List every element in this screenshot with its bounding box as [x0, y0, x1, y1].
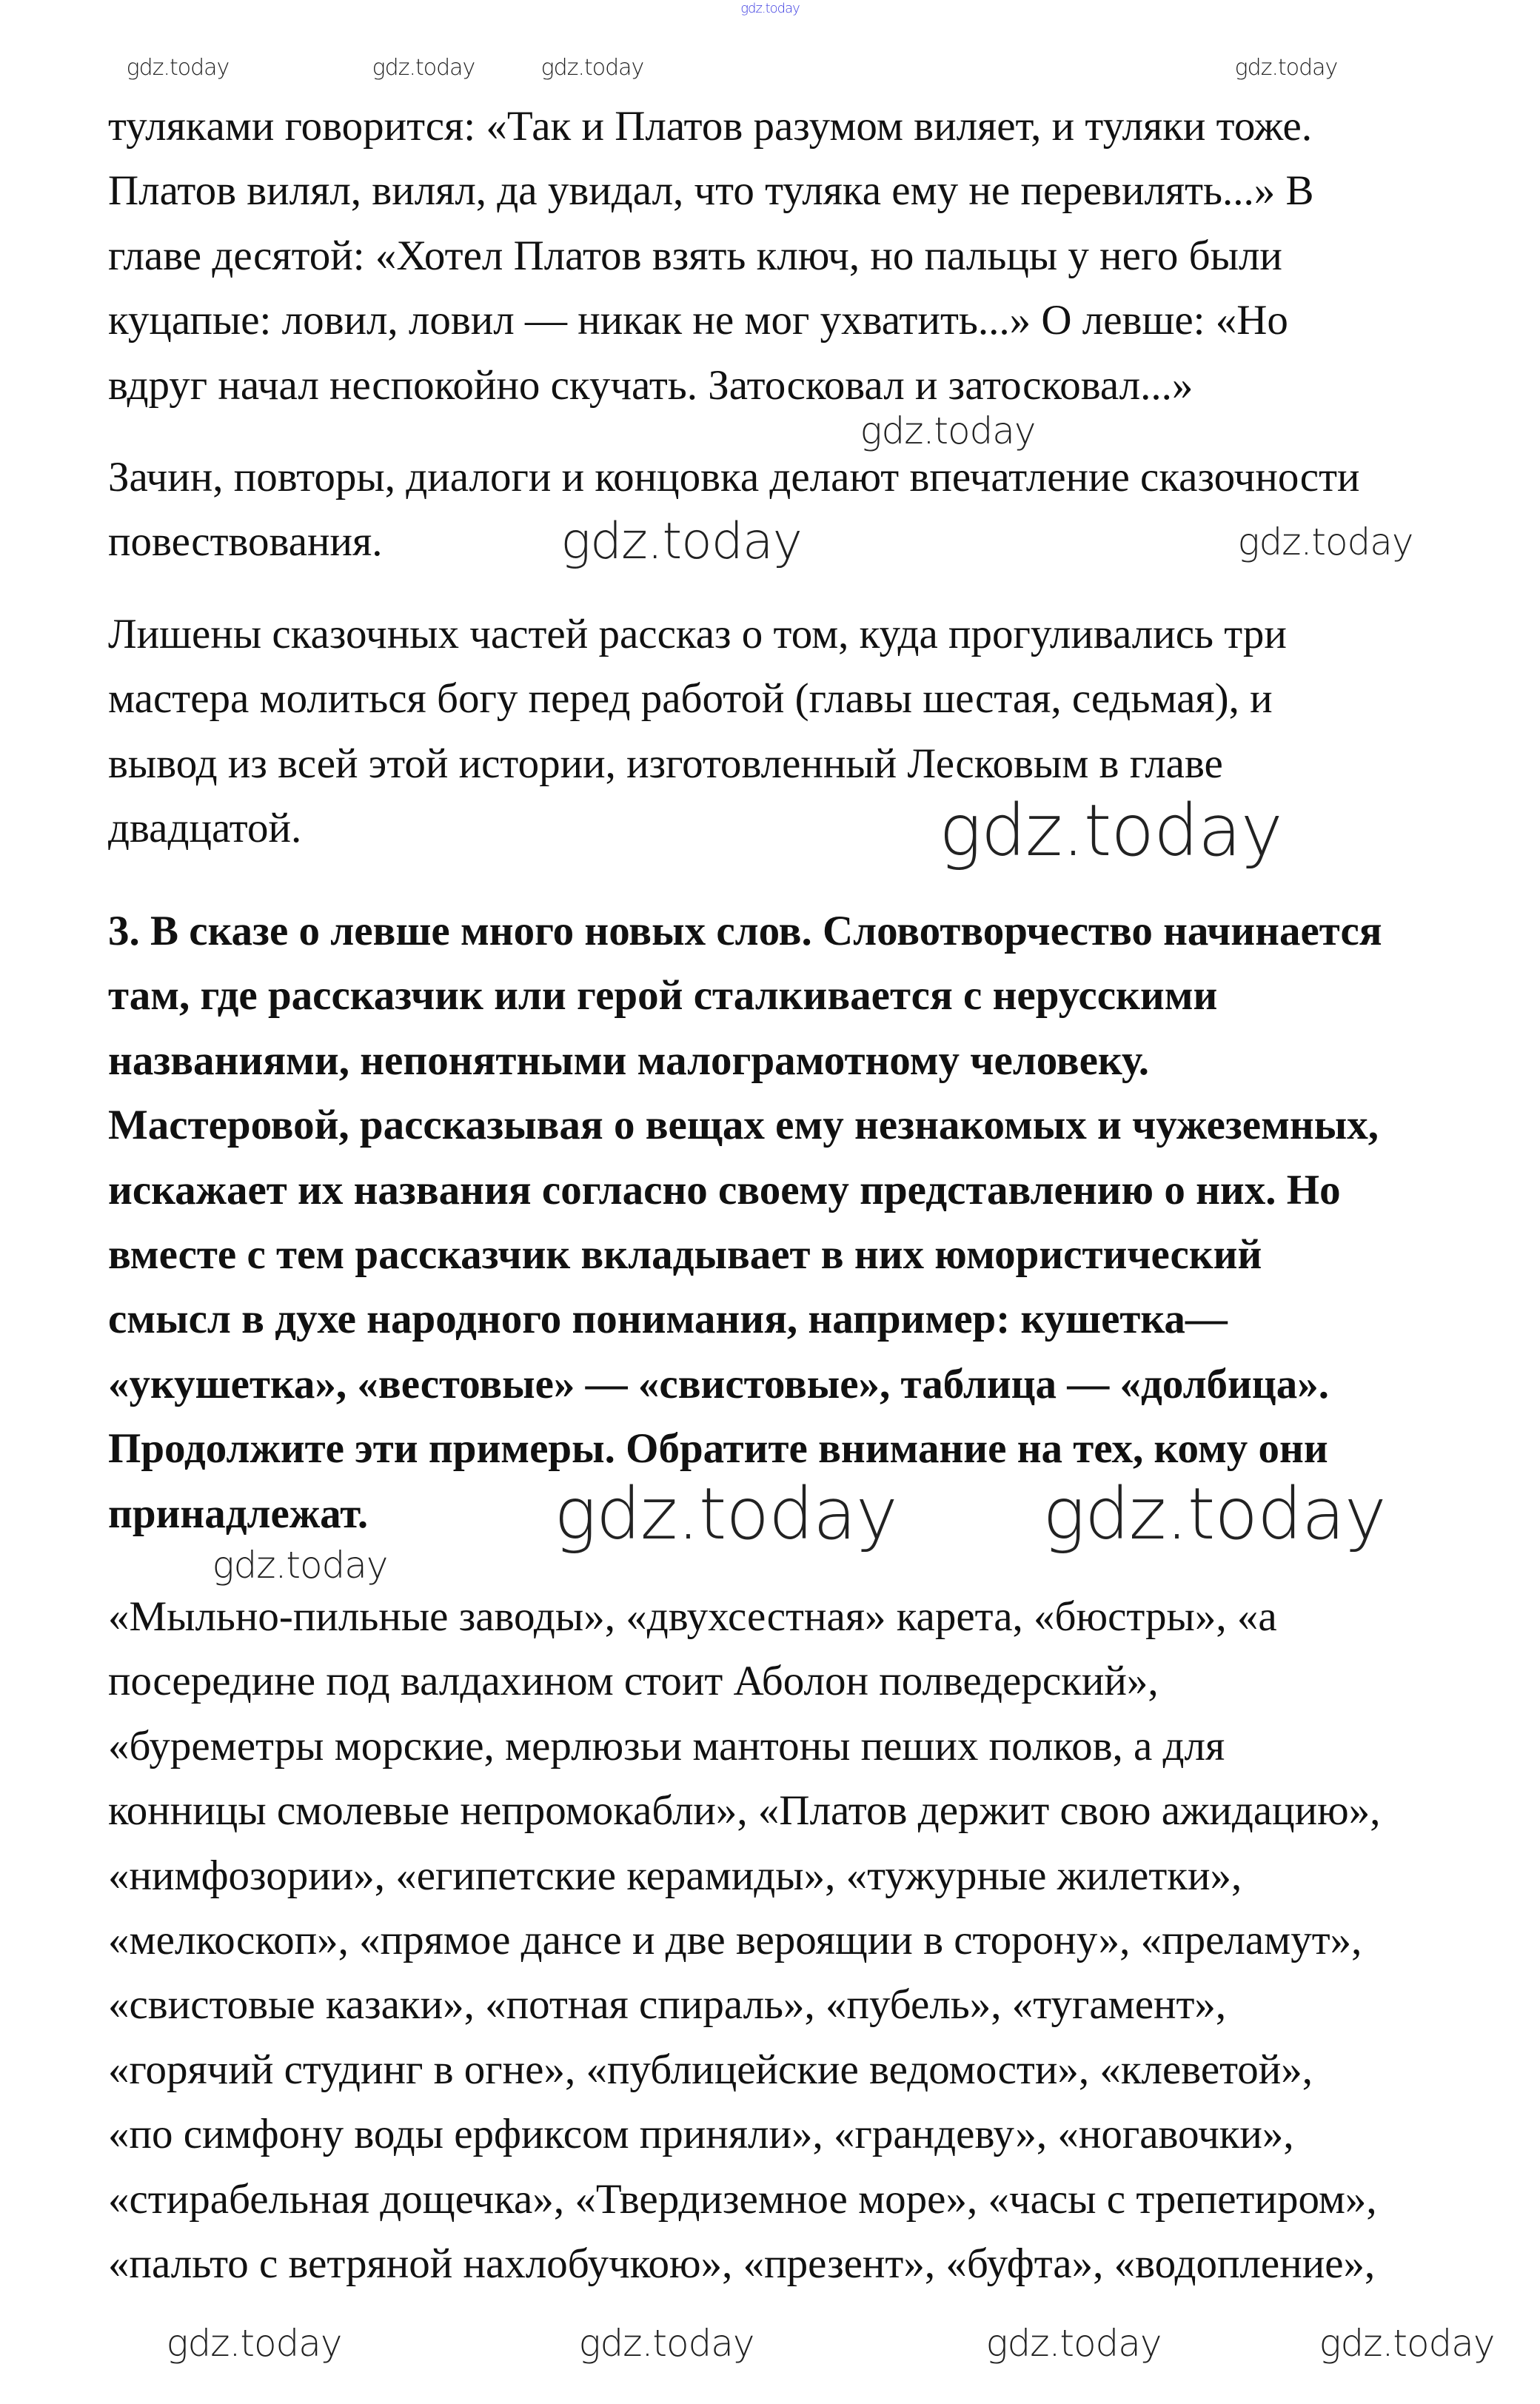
question-text-line: Мастеровой, рассказывая о вещах ему незнакомых и чужеземных,	[108, 1102, 1379, 1149]
text-line: куцапые: ловил, ловил — никак не мог ухватить...» О левше: «Но	[108, 297, 1288, 344]
watermark: gdz.today	[560, 512, 802, 571]
text-line: Зачин, повторы, диалоги и концовка делают впечатление сказочности	[108, 454, 1360, 500]
text-line: «пальто с ветряной нахлобучкою», «презент», «буфта», «водопление»,	[108, 2240, 1376, 2287]
question-text-line: названиями, непонятными малограмотному человеку.	[108, 1037, 1149, 1084]
question-text-line: искажает их названия согласно своему представлению о них. Но	[108, 1166, 1341, 1213]
text-line: «Мыльно-пильные заводы», «двухсестная» карета, «бюстры», «а	[108, 1593, 1277, 1640]
watermark: gdz.today	[212, 1544, 388, 1587]
watermark: gdz.today	[540, 55, 644, 81]
watermark: gdz.today	[1319, 2322, 1495, 2365]
watermark: gdz.today	[1234, 55, 1338, 81]
watermark: gdz.today	[166, 2322, 342, 2365]
watermark: gdz.today	[1042, 1473, 1386, 1556]
watermark: gdz.today	[1237, 520, 1413, 563]
text-line: вывод из всей этой истории, изготовленный Лесковым в главе	[108, 740, 1223, 787]
question-text-line: 3. В сказе о левше много новых слов. Словотворчество начинается	[108, 908, 1382, 954]
watermark: gdz.today	[860, 409, 1036, 452]
text-line: конницы смолевые непромокабли», «Платов держит свою ажидацию»,	[108, 1787, 1381, 1835]
text-line: Лишены сказочных частей рассказ о том, куда прогуливались три	[108, 611, 1287, 657]
text-line: «стирабельная дощечка», «Твердиземное море», «часы с трепетиром»,	[108, 2175, 1377, 2223]
watermark: gdz.today	[126, 55, 230, 81]
text-line: «мелкоскоп», «прямое дансе и две вероящии в сторону», «преламут»,	[108, 1917, 1362, 1963]
text-line: мастера молиться богу перед работой (главы шестая, седьмая), и	[108, 675, 1273, 723]
text-line: главе десятой: «Хотел Платов взять ключ, но пальцы у него были	[108, 232, 1282, 279]
watermark: gdz.today	[372, 55, 475, 81]
text-line: «нимфозории», «египетские керамиды», «тужурные жилетки»,	[108, 1852, 1242, 1899]
watermark: gdz.today	[578, 2322, 754, 2365]
question-text-line: принадлежат.	[108, 1490, 369, 1537]
watermark: gdz.today	[554, 1473, 897, 1556]
text-line: «горячий студинг в огне», «публицейские ведомости», «клеветой»,	[108, 2046, 1313, 2093]
text-line: повествования.	[108, 518, 383, 566]
question-text-line: смысл в духе народного понимания, например: кушетка—	[108, 1296, 1228, 1343]
watermark: gdz.today	[939, 789, 1282, 872]
text-line: «буреметры морские, мерлюзьи мантоны пеших полков, а для	[108, 1722, 1225, 1769]
text-line: двадцатой.	[108, 805, 302, 852]
text-line: Платов вилял, вилял, да увидал, что туляка ему не перевилять...» В	[108, 167, 1314, 215]
text-line: посередине под валдахином стоит Аболон полведерский»,	[108, 1658, 1159, 1705]
watermark: gdz.today	[985, 2322, 1162, 2365]
text-line: «по симфону воды ерфиксом приняли», «грандеву», «ногавочки»,	[108, 2111, 1294, 2158]
question-text-line: вместе с тем рассказчик вкладывает в них юмористический	[108, 1231, 1262, 1278]
question-text-line: «укушетка», «вестовые» — «свистовые», таблица — «долбица».	[108, 1360, 1329, 1407]
watermark: gdz.today	[740, 1, 800, 16]
text-line: «свистовые казаки», «потная спираль», «пубель», «тугамент»,	[108, 1981, 1227, 2029]
question-text-line: Продолжите эти примеры. Обратите внимание на тех, кому они	[108, 1425, 1328, 1473]
text-line: тулякaми говорится: «Так и Платов разумом виляет, и туляки тоже.	[108, 103, 1313, 150]
text-line: вдруг начал неспокойно скучать. Затосковал и затосковал...»	[108, 361, 1194, 409]
question-text-line: там, где рассказчик или герой сталкивается с нерусскими	[108, 972, 1218, 1019]
